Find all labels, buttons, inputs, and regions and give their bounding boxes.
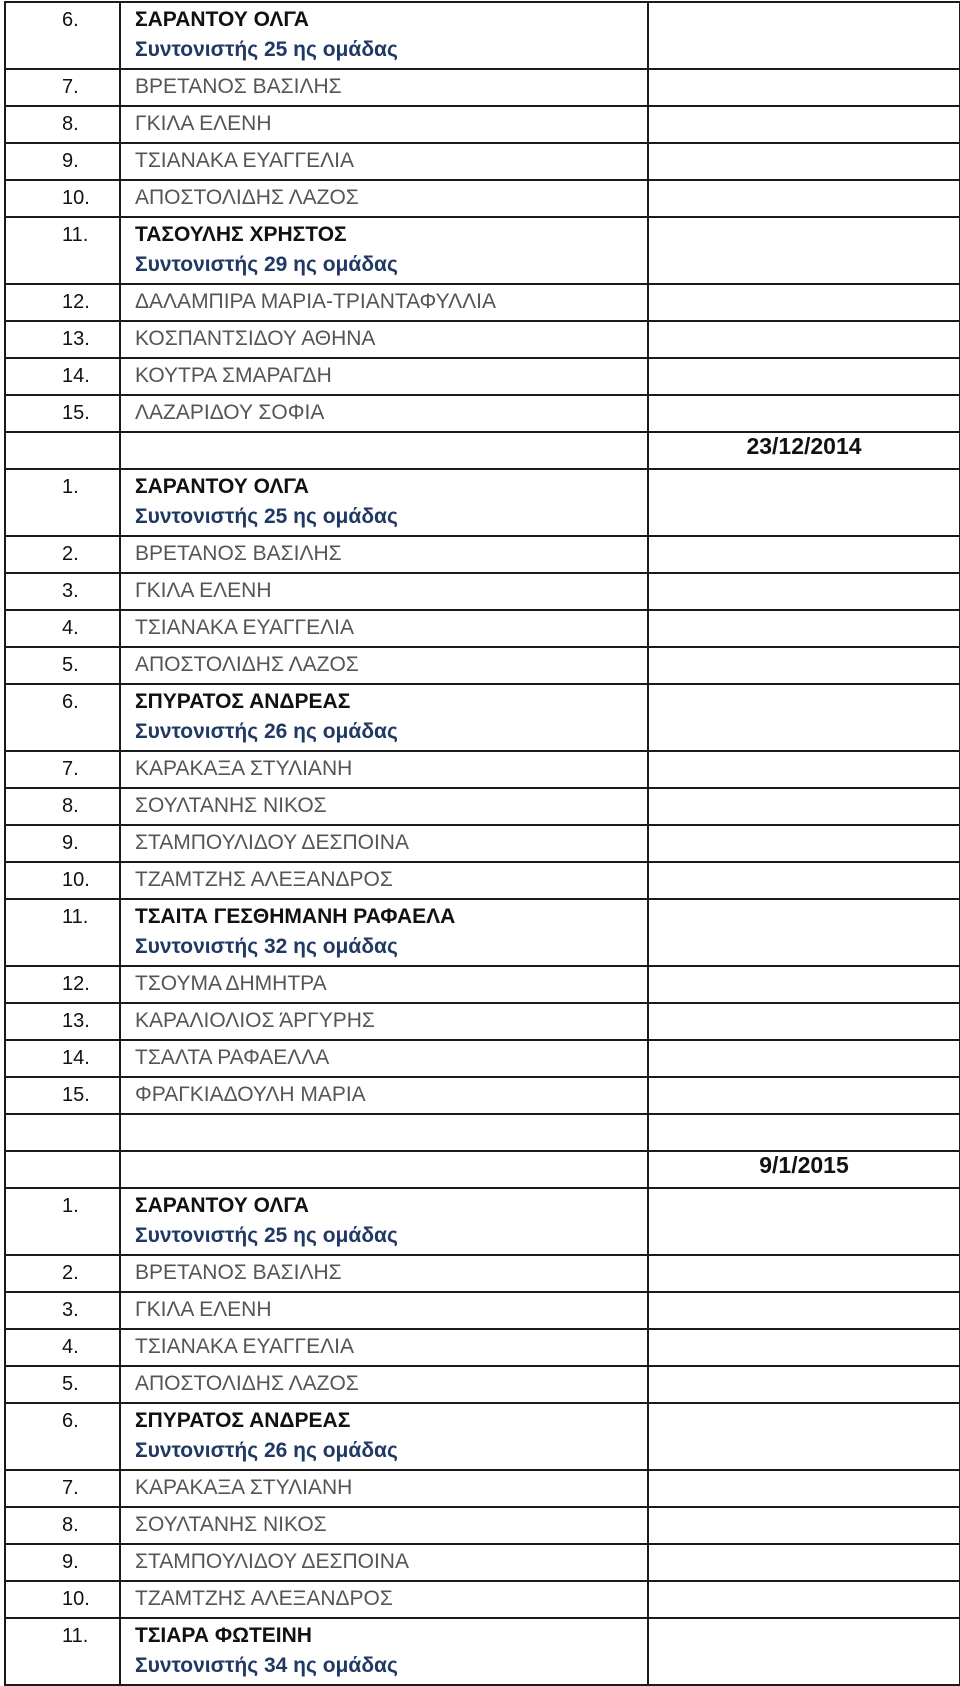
row-number: 6. — [62, 1410, 79, 1432]
participant-name: ΑΠΟΣΤΟΛΙΔΗΣ ΛΑΖΟΣ — [135, 1372, 359, 1395]
participant-name-cell — [120, 143, 648, 180]
coordinator-label: Συντονιστής 26 ης ομάδας — [135, 720, 398, 743]
empty-cell — [648, 1403, 960, 1470]
participant-name-cell — [120, 1255, 648, 1292]
participant-name-cell — [120, 1618, 648, 1685]
participant-row — [5, 1255, 960, 1292]
coordinator-label: Συντονιστής 26 ης ομάδας — [135, 1439, 398, 1462]
empty-cell — [648, 1581, 960, 1618]
participant-name-cell — [120, 610, 648, 647]
empty-cell — [648, 217, 960, 284]
empty-cell — [648, 143, 960, 180]
participant-name-cell — [120, 1003, 648, 1040]
row-number-cell — [5, 1292, 120, 1329]
empty-cell — [648, 1040, 960, 1077]
row-number-cell — [5, 862, 120, 899]
participant-row — [5, 469, 960, 536]
row-number-cell — [5, 358, 120, 395]
empty-cell — [648, 684, 960, 751]
participant-row — [5, 217, 960, 284]
row-number: 7. — [62, 758, 79, 780]
participant-row — [5, 751, 960, 788]
participant-name: ΤΣΟΥΜΑ ΔΗΜΗΤΡΑ — [135, 972, 327, 995]
participant-name: ΚΑΡΑΚΑΞΑ ΣΤΥΛΙΑΝΗ — [135, 757, 353, 780]
row-number-cell — [5, 143, 120, 180]
empty-cell — [5, 1114, 120, 1151]
participant-row — [5, 966, 960, 1003]
row-number: 13. — [62, 328, 90, 350]
empty-cell — [648, 284, 960, 321]
participant-name-cell — [120, 1188, 648, 1255]
row-number-cell — [5, 395, 120, 432]
empty-cell — [5, 432, 120, 469]
row-number-cell — [5, 788, 120, 825]
empty-cell — [648, 536, 960, 573]
row-number: 9. — [62, 832, 79, 854]
empty-cell — [648, 1188, 960, 1255]
coordinator-label: Συντονιστής 25 ης ομάδας — [135, 1224, 398, 1247]
participant-row — [5, 1581, 960, 1618]
participant-name-cell — [120, 862, 648, 899]
empty-cell — [648, 899, 960, 966]
row-number: 8. — [62, 113, 79, 135]
row-number: 7. — [62, 1477, 79, 1499]
row-number: 15. — [62, 1084, 90, 1106]
participant-name: ΣΟΥΛΤΑΝΗΣ ΝΙΚΟΣ — [135, 794, 327, 817]
participant-name-cell — [120, 647, 648, 684]
participant-name-cell — [120, 684, 648, 751]
row-number-cell — [5, 180, 120, 217]
row-number-cell — [5, 1470, 120, 1507]
participant-name: ΒΡΕΤΑΝΟΣ ΒΑΣΙΛΗΣ — [135, 542, 342, 565]
row-number-cell — [5, 647, 120, 684]
participant-name: ΤΣΙΑΝΑΚΑ ΕΥΑΓΓΕΛΙΑ — [135, 1335, 354, 1358]
participant-row — [5, 1292, 960, 1329]
participant-name-cell — [120, 573, 648, 610]
empty-cell — [648, 2, 960, 69]
participant-name: ΚΟΥΤΡΑ ΣΜΑΡΑΓΔΗ — [135, 364, 332, 387]
participant-row — [5, 684, 960, 751]
participant-name-cell — [120, 106, 648, 143]
participant-name-cell — [120, 2, 648, 69]
row-number-cell — [5, 321, 120, 358]
participant-name: ΤΑΣΟΥΛΗΣ ΧΡΗΣΤΟΣ — [135, 223, 347, 246]
participant-row — [5, 1618, 960, 1685]
participant-name: ΚΟΣΠΑΝΤΣΙΔΟΥ ΑΘΗΝΑ — [135, 327, 376, 350]
row-number: 6. — [62, 691, 79, 713]
participant-name: ΤΣΙΑΝΑΚΑ ΕΥΑΓΓΕΛΙΑ — [135, 149, 354, 172]
empty-cell — [648, 1114, 960, 1151]
participant-name-cell — [120, 536, 648, 573]
empty-cell — [648, 862, 960, 899]
session-date: 9/1/2015 — [648, 1151, 960, 1188]
row-number-cell — [5, 1618, 120, 1685]
row-number: 5. — [62, 1373, 79, 1395]
row-number-cell — [5, 1403, 120, 1470]
empty-cell — [648, 1366, 960, 1403]
row-number-cell — [5, 536, 120, 573]
participant-row — [5, 180, 960, 217]
coordinator-label: Συντονιστής 34 ης ομάδας — [135, 1654, 398, 1677]
row-number: 13. — [62, 1010, 90, 1032]
row-number: 3. — [62, 580, 79, 602]
empty-cell — [648, 358, 960, 395]
row-number-cell — [5, 751, 120, 788]
participant-row — [5, 1188, 960, 1255]
row-number-cell — [5, 1329, 120, 1366]
row-number: 10. — [62, 187, 90, 209]
participant-name: ΓΚΙΛΑ ΕΛΕΝΗ — [135, 1298, 272, 1321]
participant-row — [5, 573, 960, 610]
row-number-cell — [5, 684, 120, 751]
participant-name-cell — [120, 1077, 648, 1114]
participant-name: ΣΑΡΑΝΤΟΥ ΟΛΓΑ — [135, 475, 309, 498]
participant-name-cell — [120, 1366, 648, 1403]
empty-cell — [648, 1003, 960, 1040]
participant-row — [5, 862, 960, 899]
empty-cell — [648, 825, 960, 862]
row-number-cell — [5, 1003, 120, 1040]
empty-cell — [648, 647, 960, 684]
participant-name-cell — [120, 217, 648, 284]
participant-name-cell — [120, 469, 648, 536]
participant-name: ΑΠΟΣΤΟΛΙΔΗΣ ΛΑΖΟΣ — [135, 186, 359, 209]
participant-name: ΤΖΑΜΤΖΗΣ ΑΛΕΞΑΝΔΡΟΣ — [135, 1587, 393, 1610]
participant-row — [5, 395, 960, 432]
date-row — [5, 1151, 960, 1188]
participant-row — [5, 1366, 960, 1403]
row-number: 14. — [62, 1047, 90, 1069]
participant-name: ΣΤΑΜΠΟΥΛΙΔΟΥ ΔΕΣΠΟΙΝΑ — [135, 1550, 409, 1573]
empty-cell — [120, 1151, 648, 1188]
date-row — [5, 432, 960, 469]
participant-name-cell — [120, 825, 648, 862]
participant-row — [5, 1040, 960, 1077]
participant-row — [5, 1077, 960, 1114]
row-number: 15. — [62, 402, 90, 424]
row-number: 5. — [62, 654, 79, 676]
participant-name-cell — [120, 1292, 648, 1329]
empty-cell — [648, 966, 960, 1003]
coordinator-label: Συντονιστής 29 ης ομάδας — [135, 253, 398, 276]
row-number: 10. — [62, 1588, 90, 1610]
participant-name-cell — [120, 1403, 648, 1470]
participant-name: ΒΡΕΤΑΝΟΣ ΒΑΣΙΛΗΣ — [135, 75, 342, 98]
participant-row — [5, 647, 960, 684]
participant-name-cell — [120, 69, 648, 106]
row-number: 3. — [62, 1299, 79, 1321]
row-number-cell — [5, 469, 120, 536]
row-number: 6. — [62, 9, 79, 31]
empty-cell — [648, 180, 960, 217]
row-number: 7. — [62, 76, 79, 98]
empty-cell — [648, 321, 960, 358]
participant-name: ΔΑΛΑΜΠΙΡΑ ΜΑΡΙΑ-ΤΡΙΑΝΤΑΦΥΛΛΙΑ — [135, 290, 496, 313]
participant-name-cell — [120, 321, 648, 358]
empty-cell — [648, 751, 960, 788]
row-number-cell — [5, 610, 120, 647]
participant-name: ΚΑΡΑΚΑΞΑ ΣΤΥΛΙΑΝΗ — [135, 1476, 353, 1499]
coordinator-label: Συντονιστής 25 ης ομάδας — [135, 505, 398, 528]
participant-name: ΚΑΡΑΛΙΟΛΙΟΣ ΆΡΓΥΡΗΣ — [135, 1009, 375, 1032]
participant-name: ΣΤΑΜΠΟΥΛΙΔΟΥ ΔΕΣΠΟΙΝΑ — [135, 831, 409, 854]
row-number-cell — [5, 966, 120, 1003]
participant-row — [5, 610, 960, 647]
empty-cell — [5, 1151, 120, 1188]
participant-name: ΤΣΙΑΡΑ ΦΩΤΕΙΝΗ — [135, 1624, 312, 1647]
participant-name: ΣΑΡΑΝΤΟΥ ΟΛΓΑ — [135, 8, 309, 31]
roster-table — [4, 1, 960, 1686]
row-number: 11. — [62, 1625, 89, 1647]
participant-row — [5, 1544, 960, 1581]
row-number: 12. — [62, 973, 90, 995]
row-number: 2. — [62, 543, 79, 565]
participant-name-cell — [120, 180, 648, 217]
row-number: 8. — [62, 795, 79, 817]
session-date: 23/12/2014 — [648, 432, 960, 469]
row-number: 9. — [62, 1551, 79, 1573]
row-number-cell — [5, 1188, 120, 1255]
empty-cell — [648, 69, 960, 106]
participant-row — [5, 536, 960, 573]
row-number-cell — [5, 1544, 120, 1581]
row-number-cell — [5, 217, 120, 284]
participant-name-cell — [120, 751, 648, 788]
row-number: 10. — [62, 869, 90, 891]
row-number-cell — [5, 899, 120, 966]
participant-name: ΤΣΑΙΤΑ ΓΕΣΘΗΜΑΝΗ ΡΑΦΑΕΛΑ — [135, 905, 456, 928]
row-number-cell — [5, 1077, 120, 1114]
row-number-cell — [5, 1040, 120, 1077]
row-number: 1. — [62, 1195, 79, 1217]
row-number: 11. — [62, 906, 89, 928]
empty-cell — [648, 395, 960, 432]
participant-name-cell — [120, 899, 648, 966]
participant-name: ΤΣΙΑΝΑΚΑ ΕΥΑΓΓΕΛΙΑ — [135, 616, 354, 639]
participant-row — [5, 2, 960, 69]
participant-name: ΣΟΥΛΤΑΝΗΣ ΝΙΚΟΣ — [135, 1513, 327, 1536]
participant-name: ΣΠΥΡΑΤΟΣ ΑΝΔΡΕΑΣ — [135, 690, 351, 713]
participant-row — [5, 143, 960, 180]
row-number-cell — [5, 69, 120, 106]
empty-cell — [648, 610, 960, 647]
participant-name-cell — [120, 1470, 648, 1507]
row-number-cell — [5, 825, 120, 862]
participant-row — [5, 1329, 960, 1366]
participant-name: ΑΠΟΣΤΟΛΙΔΗΣ ΛΑΖΟΣ — [135, 653, 359, 676]
spacer-row — [5, 1114, 960, 1151]
participant-name-cell — [120, 358, 648, 395]
participant-name: ΓΚΙΛΑ ΕΛΕΝΗ — [135, 579, 272, 602]
row-number-cell — [5, 573, 120, 610]
empty-cell — [648, 1544, 960, 1581]
empty-cell — [648, 1077, 960, 1114]
participant-row — [5, 1403, 960, 1470]
participant-row — [5, 1507, 960, 1544]
participant-name: ΛΑΖΑΡΙΔΟΥ ΣΟΦΙΑ — [135, 401, 325, 424]
row-number: 2. — [62, 1262, 79, 1284]
participant-name: ΤΣΑΛΤΑ ΡΑΦΑΕΛΛΑ — [135, 1046, 330, 1069]
row-number: 1. — [62, 476, 79, 498]
participant-name: ΦΡΑΓΚΙΑΔΟΥΛΗ ΜΑΡΙΑ — [135, 1083, 366, 1106]
participant-row — [5, 788, 960, 825]
row-number-cell — [5, 2, 120, 69]
empty-cell — [648, 1329, 960, 1366]
empty-cell — [648, 1507, 960, 1544]
participant-row — [5, 825, 960, 862]
participant-row — [5, 1470, 960, 1507]
row-number: 8. — [62, 1514, 79, 1536]
row-number-cell — [5, 1366, 120, 1403]
participant-row — [5, 358, 960, 395]
row-number-cell — [5, 1581, 120, 1618]
empty-cell — [648, 469, 960, 536]
participant-row — [5, 106, 960, 143]
row-number-cell — [5, 1255, 120, 1292]
empty-cell — [648, 1255, 960, 1292]
participant-row — [5, 321, 960, 358]
empty-cell — [648, 1292, 960, 1329]
participant-name: ΤΖΑΜΤΖΗΣ ΑΛΕΞΑΝΔΡΟΣ — [135, 868, 393, 891]
participant-row — [5, 899, 960, 966]
row-number-cell — [5, 284, 120, 321]
row-number-cell — [5, 1507, 120, 1544]
participant-name-cell — [120, 1507, 648, 1544]
participant-name-cell — [120, 1040, 648, 1077]
empty-cell — [648, 1470, 960, 1507]
row-number: 4. — [62, 617, 79, 639]
participant-name-cell — [120, 966, 648, 1003]
participant-row — [5, 1003, 960, 1040]
row-number: 14. — [62, 365, 90, 387]
participant-name: ΣΑΡΑΝΤΟΥ ΟΛΓΑ — [135, 1194, 309, 1217]
participant-name-cell — [120, 788, 648, 825]
row-number-cell — [5, 106, 120, 143]
participant-row — [5, 69, 960, 106]
empty-cell — [120, 432, 648, 469]
row-number: 4. — [62, 1336, 79, 1358]
empty-cell — [648, 788, 960, 825]
empty-cell — [648, 1618, 960, 1685]
coordinator-label: Συντονιστής 25 ης ομάδας — [135, 38, 398, 61]
row-number: 12. — [62, 291, 90, 313]
row-number: 9. — [62, 150, 79, 172]
empty-cell — [648, 106, 960, 143]
participant-name-cell — [120, 1329, 648, 1366]
participant-row — [5, 284, 960, 321]
participant-name-cell — [120, 1544, 648, 1581]
empty-cell — [648, 573, 960, 610]
coordinator-label: Συντονιστής 32 ης ομάδας — [135, 935, 398, 958]
row-number: 11. — [62, 224, 89, 246]
participant-name: ΣΠΥΡΑΤΟΣ ΑΝΔΡΕΑΣ — [135, 1409, 351, 1432]
participant-name: ΓΚΙΛΑ ΕΛΕΝΗ — [135, 112, 272, 135]
empty-cell — [120, 1114, 648, 1151]
participant-name-cell — [120, 1581, 648, 1618]
participant-name-cell — [120, 284, 648, 321]
participant-name: ΒΡΕΤΑΝΟΣ ΒΑΣΙΛΗΣ — [135, 1261, 342, 1284]
participant-name-cell — [120, 395, 648, 432]
